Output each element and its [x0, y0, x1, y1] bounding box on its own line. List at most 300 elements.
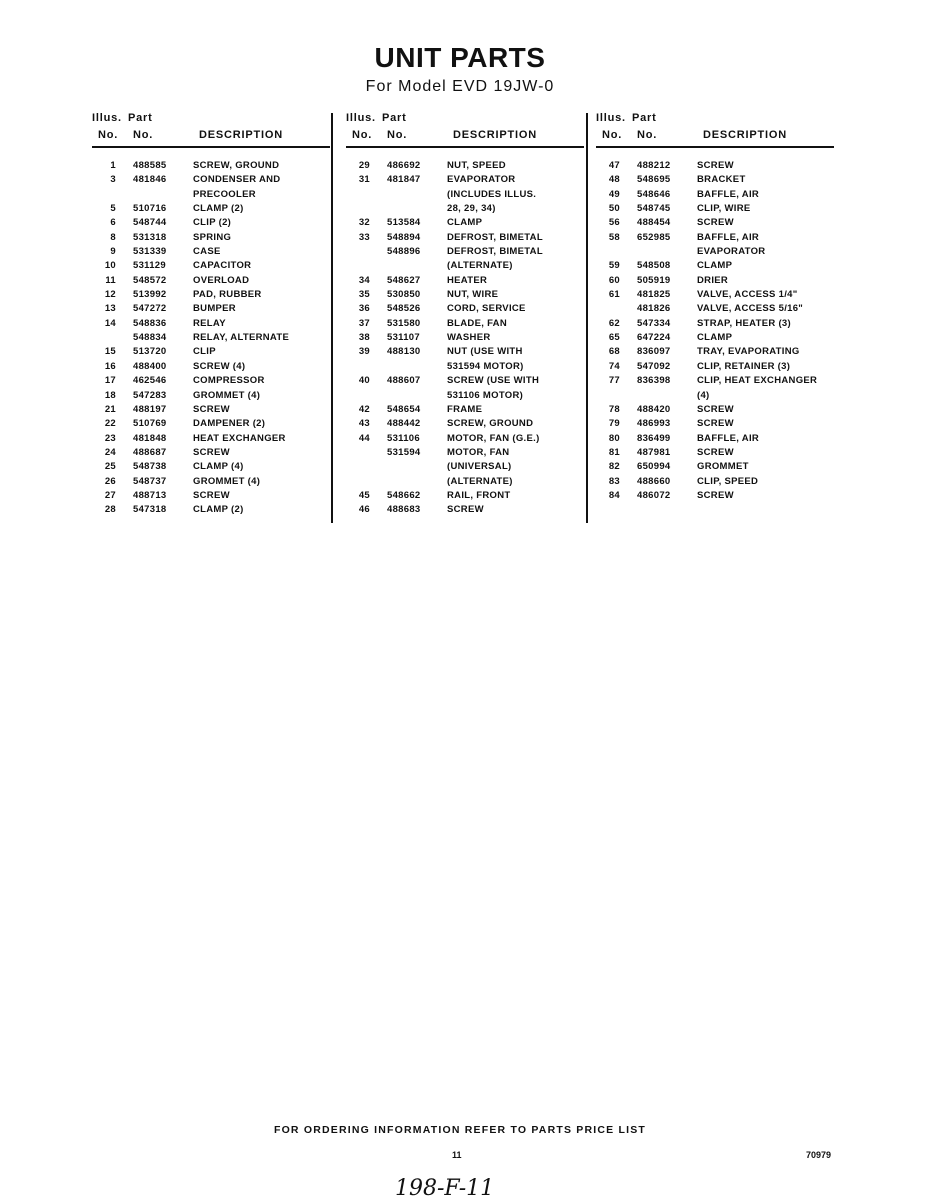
part-number: 488454 [637, 217, 671, 229]
illus-number: 34 [358, 274, 370, 286]
part-description [193, 403, 337, 417]
table-row [92, 389, 337, 403]
description-line: PRECOOLER [193, 188, 256, 200]
illus-number: 42 [358, 403, 370, 415]
illus-number: 10 [104, 260, 116, 272]
illus-number: 13 [104, 303, 116, 315]
part-number: 486072 [637, 489, 671, 501]
table-row [92, 489, 337, 503]
illus-number: 46 [358, 504, 370, 516]
part-number: 836097 [637, 346, 671, 358]
illus-number: 48 [608, 174, 620, 186]
part-number: 481848 [133, 432, 167, 444]
part-description [193, 231, 337, 245]
part-number: 486692 [387, 160, 421, 171]
table-row [596, 173, 841, 187]
table-row [92, 360, 337, 374]
part-number: 548654 [387, 403, 421, 415]
part-no-label: No. [387, 129, 408, 141]
table-row [596, 446, 841, 460]
description-line: SCREW [193, 403, 230, 415]
illus-number: 77 [608, 375, 620, 387]
part-description [193, 503, 337, 517]
part-number: 652985 [637, 231, 671, 243]
description-line: DEFROST, BIMETAL [447, 246, 543, 258]
description-line: (INCLUDES ILLUS. [447, 188, 537, 200]
description-line: BRACKET [697, 174, 746, 186]
part-number: 548526 [387, 303, 421, 315]
description-line: HEATER [447, 274, 488, 286]
illus-number: 22 [104, 418, 116, 430]
part-description [447, 446, 591, 489]
table-row [92, 417, 337, 431]
part-number: 488420 [637, 403, 671, 415]
description-line: CAPACITOR [193, 260, 252, 272]
illus-label: Illus. [346, 112, 376, 124]
ordering-footer: FOR ORDERING INFORMATION REFER TO PARTS PRICE LIST [273, 1124, 647, 1136]
part-number: 513584 [387, 217, 421, 229]
description-line: GROMMET (4) [193, 475, 261, 487]
parts-rows [346, 159, 591, 518]
part-description [697, 475, 841, 489]
table-row [596, 216, 841, 230]
description-line: BUMPER [193, 303, 236, 315]
illus-number: 18 [104, 389, 116, 401]
header-rule [346, 146, 584, 148]
table-row [596, 302, 841, 316]
column-header [596, 112, 841, 148]
description-line: (4) [697, 389, 710, 401]
table-row [596, 231, 841, 260]
table-row [596, 202, 841, 216]
table-row [92, 403, 337, 417]
part-number: 650994 [637, 461, 671, 473]
part-number: 531129 [133, 260, 166, 272]
part-number: 488585 [133, 160, 167, 171]
illus-no-label: No. [352, 129, 373, 141]
part-number: 531106 [387, 432, 420, 444]
table-row [92, 173, 337, 202]
part-description [193, 360, 337, 374]
illus-number: 45 [358, 489, 370, 501]
table-row [346, 374, 591, 403]
illus-number: 74 [608, 360, 620, 372]
part-description [697, 173, 841, 187]
description-line: EVAPORATOR [697, 246, 766, 258]
illus-number: 38 [358, 332, 370, 344]
part-description [193, 302, 337, 316]
part-number: 488687 [133, 446, 167, 458]
description-line: CLAMP [697, 332, 733, 344]
description-line: STRAP, HEATER (3) [697, 317, 791, 329]
part-number: 531318 [133, 231, 167, 243]
description-line: SCREW (4) [193, 360, 246, 372]
part-description [697, 202, 841, 216]
illus-number: 3 [110, 174, 116, 186]
description-line: 531106 MOTOR) [447, 389, 524, 401]
illus-number: 35 [358, 289, 370, 301]
description-line: (UNIVERSAL) [447, 461, 512, 473]
illus-number: 50 [608, 203, 620, 215]
illus-number: 60 [608, 274, 620, 286]
description-line: SCREW [697, 446, 734, 458]
column-header [346, 112, 591, 148]
description-line: CLAMP [697, 260, 733, 272]
illus-number: 68 [608, 346, 620, 358]
table-row [92, 216, 337, 230]
illus-number: 27 [104, 489, 116, 501]
illus-number: 49 [608, 188, 620, 200]
description-line: CASE [193, 246, 221, 258]
part-number: 836499 [637, 432, 671, 444]
table-row [92, 231, 337, 245]
part-number: 547318 [133, 504, 167, 516]
part-description [447, 245, 591, 274]
illus-number: 32 [358, 217, 370, 229]
part-number: 548737 [133, 475, 167, 487]
part-description [697, 302, 841, 316]
part-number: 548695 [637, 174, 671, 186]
part-label: Part [632, 112, 657, 124]
part-description [193, 259, 337, 273]
description-line: BAFFLE, AIR [697, 231, 760, 243]
description-line: SCREW, GROUND [193, 160, 280, 171]
table-row [346, 274, 591, 288]
part-number: 488212 [637, 160, 671, 171]
illus-number: 84 [608, 489, 620, 501]
part-description [697, 216, 841, 230]
part-number: 548662 [387, 489, 421, 501]
part-number: 548834 [133, 332, 167, 344]
table-row [346, 446, 591, 489]
part-description [447, 489, 591, 503]
parts-rows [596, 159, 841, 503]
illus-number: 17 [104, 375, 116, 387]
part-number: 488400 [133, 360, 167, 372]
part-description [447, 302, 591, 316]
table-row [596, 403, 841, 417]
part-description [193, 446, 337, 460]
part-description [697, 489, 841, 503]
illus-number: 61 [608, 289, 620, 301]
table-row [596, 475, 841, 489]
parts-column-1 [92, 112, 337, 518]
description-line: RAIL, FRONT [447, 489, 511, 501]
illus-number: 83 [608, 475, 620, 487]
table-row [596, 460, 841, 474]
document-code: 70979 [806, 1150, 832, 1160]
part-number: 548572 [133, 274, 167, 286]
illus-number: 25 [104, 461, 116, 473]
part-description [697, 188, 841, 202]
part-number: 513720 [133, 346, 167, 358]
illus-number: 24 [104, 446, 116, 458]
table-row [92, 259, 337, 273]
part-number: 488683 [387, 504, 421, 516]
illus-number: 15 [104, 346, 116, 358]
part-number: 548744 [133, 217, 167, 229]
description-line: OVERLOAD [193, 274, 250, 286]
part-label: Part [382, 112, 407, 124]
description-line: COMPRESSOR [193, 375, 265, 387]
illus-number: 78 [608, 403, 620, 415]
illus-number: 43 [358, 418, 370, 430]
table-row [92, 503, 337, 517]
description-line: BLADE, FAN [447, 317, 507, 329]
description-line: (ALTERNATE) [447, 260, 513, 272]
part-number: 548508 [637, 260, 671, 272]
part-number: 488442 [387, 418, 421, 430]
table-row [596, 274, 841, 288]
description-line: NUT (USE WITH [447, 346, 523, 358]
part-description [193, 460, 337, 474]
table-row [346, 302, 591, 316]
description-line: DAMPENER (2) [193, 418, 266, 430]
illus-number: 80 [608, 432, 620, 444]
part-number: 505919 [637, 274, 671, 286]
description-line: GROMMET (4) [193, 389, 261, 401]
description-line: CLAMP (4) [193, 461, 244, 473]
part-description [447, 403, 591, 417]
description-line: SCREW [193, 489, 230, 501]
description-line: MOTOR, FAN [447, 446, 510, 458]
part-description [193, 173, 337, 202]
part-number: 531107 [387, 332, 420, 344]
table-row [596, 288, 841, 302]
description-line: RELAY [193, 317, 226, 329]
description-line: DRIER [697, 274, 729, 286]
table-row [92, 475, 337, 489]
description-label: DESCRIPTION [453, 129, 537, 141]
description-line: EVAPORATOR [447, 174, 516, 186]
header-rule [92, 146, 330, 148]
part-description [447, 432, 591, 446]
part-description [447, 216, 591, 230]
illus-no-label: No. [98, 129, 119, 141]
description-line: (ALTERNATE) [447, 475, 513, 487]
table-row [346, 345, 591, 374]
illus-no-label: No. [602, 129, 623, 141]
part-number: 548646 [637, 188, 671, 200]
table-row [346, 489, 591, 503]
illus-number: 36 [358, 303, 370, 315]
description-line: CLIP, SPEED [697, 475, 759, 487]
part-description [697, 446, 841, 460]
part-description [697, 360, 841, 374]
table-row [596, 331, 841, 345]
part-number: 488197 [133, 403, 167, 415]
description-line: BAFFLE, AIR [697, 432, 760, 444]
table-row [346, 403, 591, 417]
description-line: CLAMP (2) [193, 504, 244, 516]
column-divider [586, 113, 588, 523]
part-description [697, 331, 841, 345]
part-number: 462546 [133, 375, 167, 387]
parts-column-3 [596, 112, 841, 503]
part-description [447, 417, 591, 431]
description-label: DESCRIPTION [703, 129, 787, 141]
illus-number: 62 [608, 317, 620, 329]
description-line: WASHER [447, 332, 491, 344]
part-description [193, 317, 337, 331]
part-description [697, 403, 841, 417]
illus-number: 26 [104, 475, 116, 487]
description-line: CLIP, WIRE [697, 203, 751, 215]
parts-column-2 [346, 112, 591, 518]
table-row [346, 317, 591, 331]
part-number: 647224 [637, 332, 671, 344]
table-row [596, 345, 841, 359]
table-row [596, 489, 841, 503]
part-description [447, 231, 591, 245]
table-row [92, 446, 337, 460]
part-no-label: No. [637, 129, 658, 141]
illus-number: 81 [608, 446, 620, 458]
part-number: 548836 [133, 317, 167, 329]
description-line: SCREW [697, 418, 734, 430]
part-number: 548894 [387, 231, 421, 243]
table-row [596, 259, 841, 273]
part-description [447, 331, 591, 345]
description-line: SCREW [697, 217, 734, 229]
part-description [447, 374, 591, 403]
illus-number: 14 [104, 317, 116, 329]
table-row [346, 331, 591, 345]
part-description [697, 259, 841, 273]
table-row [596, 317, 841, 331]
description-line: GROMMET [697, 461, 749, 473]
part-number: 488607 [387, 375, 421, 387]
part-description [697, 288, 841, 302]
part-description [697, 345, 841, 359]
part-number: 488713 [133, 489, 167, 501]
part-description [697, 317, 841, 331]
illus-number: 79 [608, 418, 620, 430]
parts-rows [92, 159, 337, 518]
illus-number: 12 [104, 289, 116, 301]
illus-number: 58 [608, 231, 620, 243]
description-line: CLIP, HEAT EXCHANGER [697, 375, 818, 387]
description-line: MOTOR, FAN (G.E.) [447, 432, 540, 444]
part-number: 488130 [387, 346, 421, 358]
illus-number: 16 [104, 360, 116, 372]
description-line: 28, 29, 34) [447, 203, 496, 215]
part-description [447, 317, 591, 331]
part-number: 531594 [387, 446, 421, 458]
part-description [447, 288, 591, 302]
table-row [346, 288, 591, 302]
part-number: 547334 [637, 317, 671, 329]
handwritten-note: 198-F-11 [395, 1176, 495, 1200]
table-row [92, 288, 337, 302]
illus-number: 11 [105, 274, 116, 286]
part-description [193, 475, 337, 489]
page-title: UNIT PARTS [374, 42, 546, 73]
table-row [92, 274, 337, 288]
description-line: NUT, SPEED [447, 160, 506, 171]
description-line: HEAT EXCHANGER [193, 432, 286, 444]
illus-number: 29 [358, 160, 370, 171]
description-line: CLIP (2) [193, 217, 232, 229]
illus-number: 8 [110, 231, 116, 243]
description-line: SCREW [447, 504, 484, 516]
part-description [447, 274, 591, 288]
description-line: SCREW [697, 403, 734, 415]
table-row [92, 460, 337, 474]
part-description [697, 460, 841, 474]
part-number: 481825 [637, 289, 671, 301]
part-number: 487981 [637, 446, 671, 458]
table-row [596, 417, 841, 431]
column-header [92, 112, 337, 148]
part-description [193, 331, 337, 345]
illus-number: 40 [358, 375, 370, 387]
part-description [193, 432, 337, 446]
illus-number: 47 [608, 160, 620, 171]
description-line: BAFFLE, AIR [697, 188, 760, 200]
description-line: VALVE, ACCESS 1/4" [697, 289, 798, 301]
part-number: 513992 [133, 289, 167, 301]
part-number: 481826 [637, 303, 671, 315]
description-line: SCREW, GROUND [447, 418, 534, 430]
description-line: SPRING [193, 231, 232, 243]
table-row [92, 202, 337, 216]
description-line: FRAME [447, 403, 483, 415]
illus-number: 9 [110, 246, 116, 258]
description-line: NUT, WIRE [447, 289, 499, 301]
illus-number: 6 [110, 217, 116, 229]
part-description [193, 389, 337, 403]
header-rule [596, 146, 834, 148]
illus-number: 33 [358, 231, 370, 243]
part-number: 548627 [387, 274, 421, 286]
description-line: SCREW [697, 160, 734, 171]
table-row [596, 432, 841, 446]
illus-number: 82 [608, 461, 620, 473]
part-number: 488660 [637, 475, 671, 487]
table-row [346, 216, 591, 230]
table-row [92, 317, 337, 331]
description-line: CLIP, RETAINER (3) [697, 360, 791, 372]
table-row [596, 159, 841, 173]
part-description [193, 345, 337, 359]
illus-number: 23 [104, 432, 116, 444]
description-label: DESCRIPTION [199, 129, 283, 141]
table-row [596, 374, 841, 403]
table-row [346, 231, 591, 245]
part-description [697, 432, 841, 446]
part-number: 548745 [637, 203, 671, 215]
illus-number: 31 [358, 174, 370, 186]
illus-number: 21 [104, 403, 116, 415]
illus-number: 56 [608, 217, 620, 229]
table-row [346, 432, 591, 446]
part-description [697, 417, 841, 431]
table-row [346, 245, 591, 274]
description-line: SCREW [697, 489, 734, 501]
description-line: CLIP [193, 346, 216, 358]
part-description [697, 374, 841, 403]
part-number: 531580 [387, 317, 421, 329]
description-line: SCREW [193, 446, 230, 458]
illus-label: Illus. [596, 112, 626, 124]
part-description [193, 202, 337, 216]
description-line: CLAMP (2) [193, 203, 244, 215]
table-row [346, 159, 591, 173]
part-description [193, 274, 337, 288]
part-number: 547283 [133, 389, 167, 401]
part-number: 481846 [133, 174, 167, 186]
